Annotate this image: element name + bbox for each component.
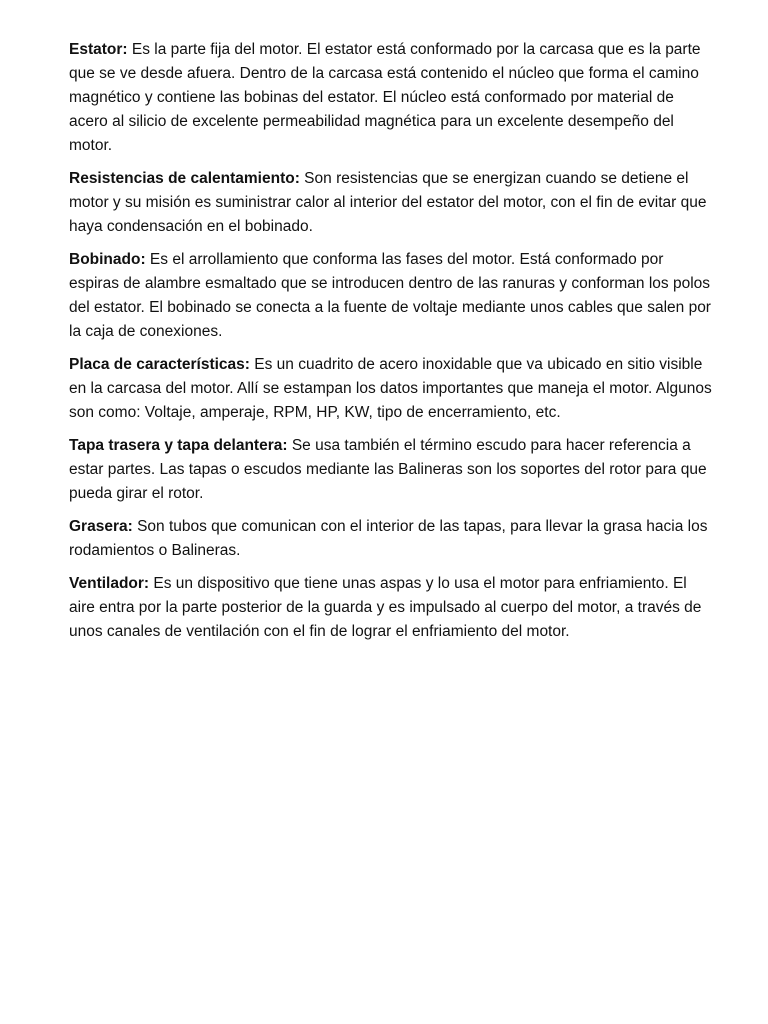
definition-placa: Es un cuadrito de acero inoxidable que va ubicado en sitio visible en la carcasa del motor. Allí se estampan los datos importantes que maneja el motor. Algunos son como: Voltaje, amperaje, RPM, HP, KW, tipo de encerramiento, etc.	[69, 356, 712, 421]
paragraph-bobinado	[69, 248, 715, 344]
term-resistencias: Resistencias de calentamiento:	[69, 170, 300, 187]
term-grasera: Grasera:	[69, 518, 133, 535]
definition-bobinado: Es el arrollamiento que conforma las fases del motor. Está conformado por espiras de alambre esmaltado que se introducen dentro de las ranuras y conforman los polos del estator. El bobinado se conecta a la fuente de voltaje mediante unos cables que salen por la caja de conexiones.	[69, 251, 711, 340]
definition-ventilador: Es un dispositivo que tiene unas aspas y lo usa el motor para enfriamiento. El aire entra por la parte posterior de la guarda y es impulsado al cuerpo del motor, a través de unos canales de ventilación con el fin de lograr el enfriamiento del motor.	[69, 575, 702, 640]
definition-tapas: Se usa también el término escudo para hacer referencia a estar partes. Las tapas o escudos mediante las Balineras son los soportes del rotor para que pueda girar el rotor.	[69, 437, 707, 502]
term-tapas: Tapa trasera y tapa delantera:	[69, 437, 288, 454]
paragraph-grasera	[69, 515, 715, 563]
paragraph-estator	[69, 38, 715, 158]
term-placa: Placa de características:	[69, 356, 250, 373]
term-bobinado: Bobinado:	[69, 251, 146, 268]
paragraph-placa	[69, 353, 715, 425]
term-ventilador: Ventilador:	[69, 575, 150, 592]
term-estator: Estator:	[69, 41, 128, 58]
document-page	[69, 38, 715, 653]
definition-estator: Es la parte fija del motor. El estator está conformado por la carcasa que es la parte que se ve desde afuera. Dentro de la carcasa está contenido el núcleo que forma el camino magnético y contiene las bobinas del estator. El núcleo está conformado por material de acero al silicio de excelente permeabilidad magnética para un excelente desempeño del motor.	[69, 41, 701, 154]
paragraph-resistencias	[69, 167, 715, 239]
definition-grasera: Son tubos que comunican con el interior de las tapas, para llevar la grasa hacia los rodamientos o Balineras.	[69, 518, 708, 559]
paragraph-ventilador	[69, 572, 715, 644]
definition-resistencias: Son resistencias que se energizan cuando se detiene el motor y su misión es suministrar calor al interior del estator del motor, con el fin de evitar que haya condensación en el bobinado.	[69, 170, 707, 235]
paragraph-tapas	[69, 434, 715, 506]
